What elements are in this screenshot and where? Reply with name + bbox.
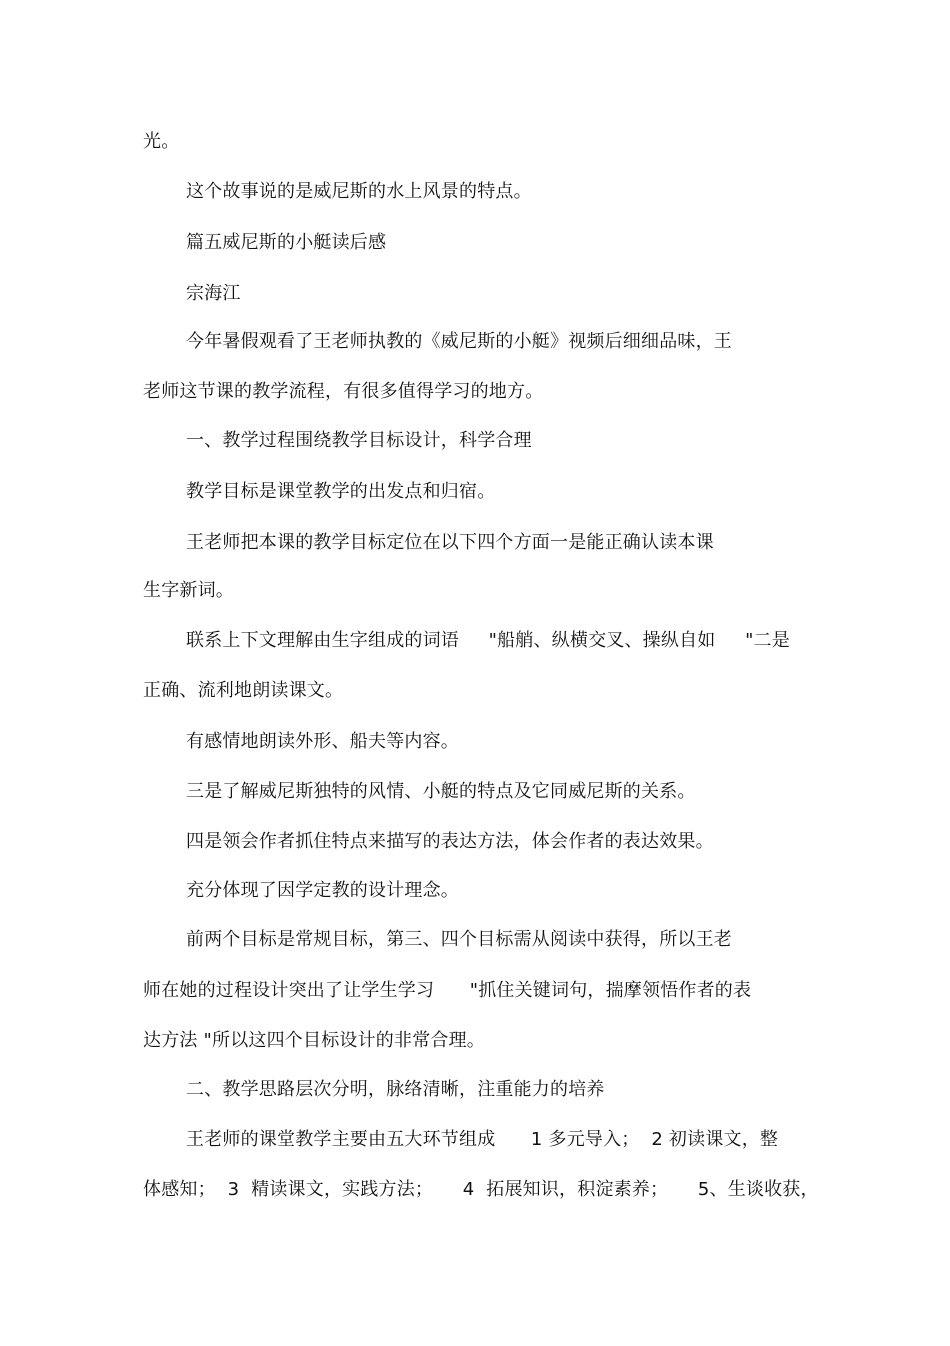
text-line: 达方法 "所以这四个目标设计的非常合理。 (143, 1030, 485, 1051)
text-line: 前两个目标是常规目标，第三、四个目标需从阅读中获得，所以王老 (186, 929, 732, 950)
text-line: 充分体现了因学定教的设计理念。 (186, 880, 459, 901)
text-line: 今年暑假观看了王老师执教的《威尼斯的小艇》视频后细细品味，王 (186, 331, 732, 352)
text-line: 体感知； 3 精读课文，实践方法； 4 拓展知识，积淀素养； 5、生谈收获， (143, 1179, 819, 1200)
text-line: 四是领会作者抓住特点来描写的表达方法，体会作者的表达效果。 (186, 831, 714, 852)
text-line: 生字新词。 (143, 580, 234, 601)
text-line: 师在她的过程设计突出了让学生学习 "抓住关键词句，揣摩领悟作者的表 (143, 980, 752, 1001)
text-line: 老师这节课的教学流程，有很多值得学习的地方。 (143, 381, 544, 402)
text-line: 教学目标是课堂教学的出发点和归宿。 (186, 481, 496, 502)
text-line: 王老师的课堂教学主要由五大环节组成 1 多元导入； 2 初读课文，整 (186, 1129, 779, 1150)
text-line: 这个故事说的是威尼斯的水上风景的特点。 (186, 181, 532, 202)
section-heading: 篇五威尼斯的小艇读后感 (186, 232, 387, 253)
text-line: 光。 (143, 131, 180, 152)
text-line: 联系上下文理解由生字组成的词语 "船艄、纵横交叉、操纵自如 "二是 (186, 630, 790, 651)
author-name: 宗海江 (186, 283, 241, 304)
text-line: 正确、流利地朗读课文。 (143, 680, 344, 701)
text-line: 三是了解威尼斯独特的风情、小艇的特点及它同威尼斯的关系。 (186, 781, 696, 802)
section-heading: 一、教学过程围绕教学目标设计，科学合理 (186, 430, 532, 451)
text-line: 王老师把本课的教学目标定位在以下四个方面一是能正确认读本课 (186, 532, 714, 553)
section-heading: 二、教学思路层次分明，脉络清晰，注重能力的培养 (186, 1079, 605, 1100)
text-line: 有感情地朗读外形、船夫等内容。 (186, 731, 459, 752)
